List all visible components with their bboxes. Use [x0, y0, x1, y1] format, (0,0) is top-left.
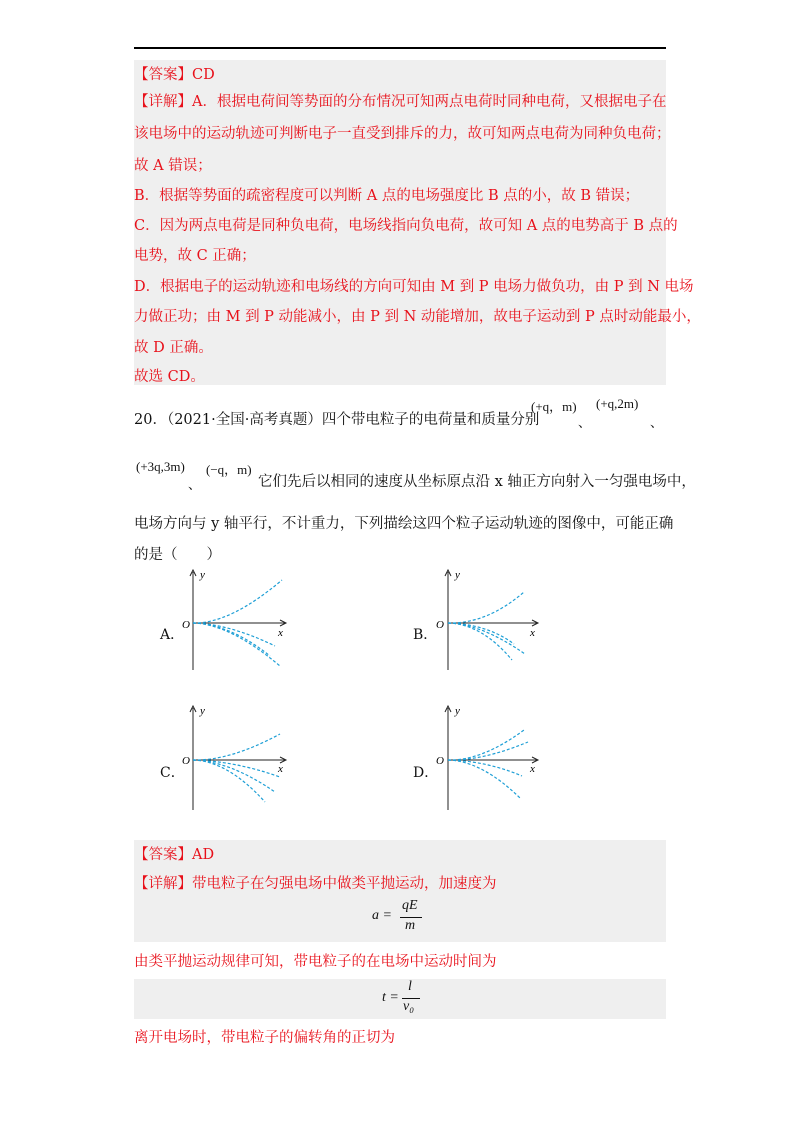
equation-lhs: t = — [382, 990, 399, 1005]
question-stem: 20．（2021·全国·高考真题）四个带电粒子的电荷量和质量分别 — [134, 412, 540, 428]
origin-label: O — [182, 619, 190, 631]
option-b-graph — [432, 566, 542, 672]
option-a-graph — [180, 566, 290, 672]
separator: 、 — [650, 415, 664, 430]
separator: 、 — [578, 415, 592, 430]
trajectory-curves — [448, 592, 525, 660]
option-d-graph — [432, 702, 542, 812]
explain-1-line: 故选 CD。 — [134, 369, 205, 385]
equation-lhs: a = — [372, 908, 392, 923]
equation-time — [382, 981, 432, 1019]
equation-denominator: m — [405, 918, 416, 933]
y-axis-label: y — [455, 705, 460, 717]
option-c-graph — [180, 702, 290, 812]
explain-1-line: 故 D 正确。 — [134, 340, 213, 356]
explain-1-line: 电势，故 C 正确； — [134, 248, 256, 264]
option-b-label: B． — [413, 627, 438, 643]
x-axis-label: x — [530, 763, 535, 775]
equation-acceleration — [372, 898, 432, 938]
explain-2-line: 离开电场时，带电粒子的偏转角的正切为 — [134, 1030, 395, 1046]
y-axis-label: y — [455, 569, 460, 581]
explain-1-line: D．根据电子的运动轨迹和电场线的方向可知由 M 到 P 电场力做负功，由 P 到 N 电场 — [134, 279, 694, 295]
equation-numerator: qE — [402, 898, 418, 913]
origin-label: O — [436, 755, 444, 767]
question-stem: 电场方向与 y 轴平行，不计重力，下列描绘这四个粒子运动轨迹的图像中，可能正确 — [134, 516, 674, 532]
x-axis-label: x — [278, 627, 283, 639]
origin-label: O — [436, 619, 444, 631]
x-axis-label: x — [278, 763, 283, 775]
charge-mass-pair: (+q，m) — [531, 399, 577, 414]
explain-2-line: 由类平抛运动规律可知，带电粒子的在电场中运动时间为 — [134, 954, 497, 970]
explain-2-line: 【详解】带电粒子在匀强电场中做类平抛运动，加速度为 — [134, 876, 497, 892]
explain-1-line: 力做正功；由 M 到 P 动能减小，由 P 到 N 动能增加，故电子运动到 P 点时动能最小， — [134, 309, 701, 325]
origin-label: O — [182, 755, 190, 767]
explain-1-line: 该电场中的运动轨迹可判断电子一直受到排斥的力，故可知两点电荷为同种负电荷； — [134, 126, 671, 142]
trajectory-curves — [193, 734, 280, 802]
option-c-label: C． — [160, 765, 185, 781]
y-axis-label: y — [200, 705, 205, 717]
option-a-label: A． — [160, 627, 185, 643]
x-axis-label: x — [530, 627, 535, 639]
equation-numerator: l — [408, 979, 412, 994]
explain-1-line: 【详解】A．根据电荷间等势面的分布情况可知两点电荷时同种电荷，又根据电子在 — [134, 94, 667, 110]
charge-mass-pair: (+3q,3m) — [136, 459, 185, 474]
question-stem: 它们先后以相同的速度从坐标原点沿 x 轴正方向射入一匀强电场中， — [258, 474, 696, 490]
charge-mass-pair: (−q，m) — [206, 462, 252, 477]
charge-mass-pair: (+q,2m) — [596, 396, 639, 411]
answer-2: 【答案】AD — [134, 847, 215, 863]
answer-1: 【答案】CD — [134, 67, 215, 83]
y-axis-label: y — [200, 569, 205, 581]
option-d-label: D． — [413, 765, 439, 781]
equation-denominator: v₀ — [403, 999, 415, 1014]
explain-1-line: 故 A 错误； — [134, 158, 212, 174]
trajectory-curves — [448, 730, 528, 798]
header-rule — [134, 47, 666, 49]
separator: 、 — [188, 477, 202, 492]
explain-1-line: C．因为两点电荷是同种负电荷，电场线指向负电荷，故可知 A 点的电势高于 B 点的 — [134, 218, 678, 234]
question-stem: 的是（ ） — [134, 547, 221, 563]
explain-1-line: B．根据等势面的疏密程度可以判断 A 点的电场强度比 B 点的小，故 B 错误； — [134, 188, 640, 204]
